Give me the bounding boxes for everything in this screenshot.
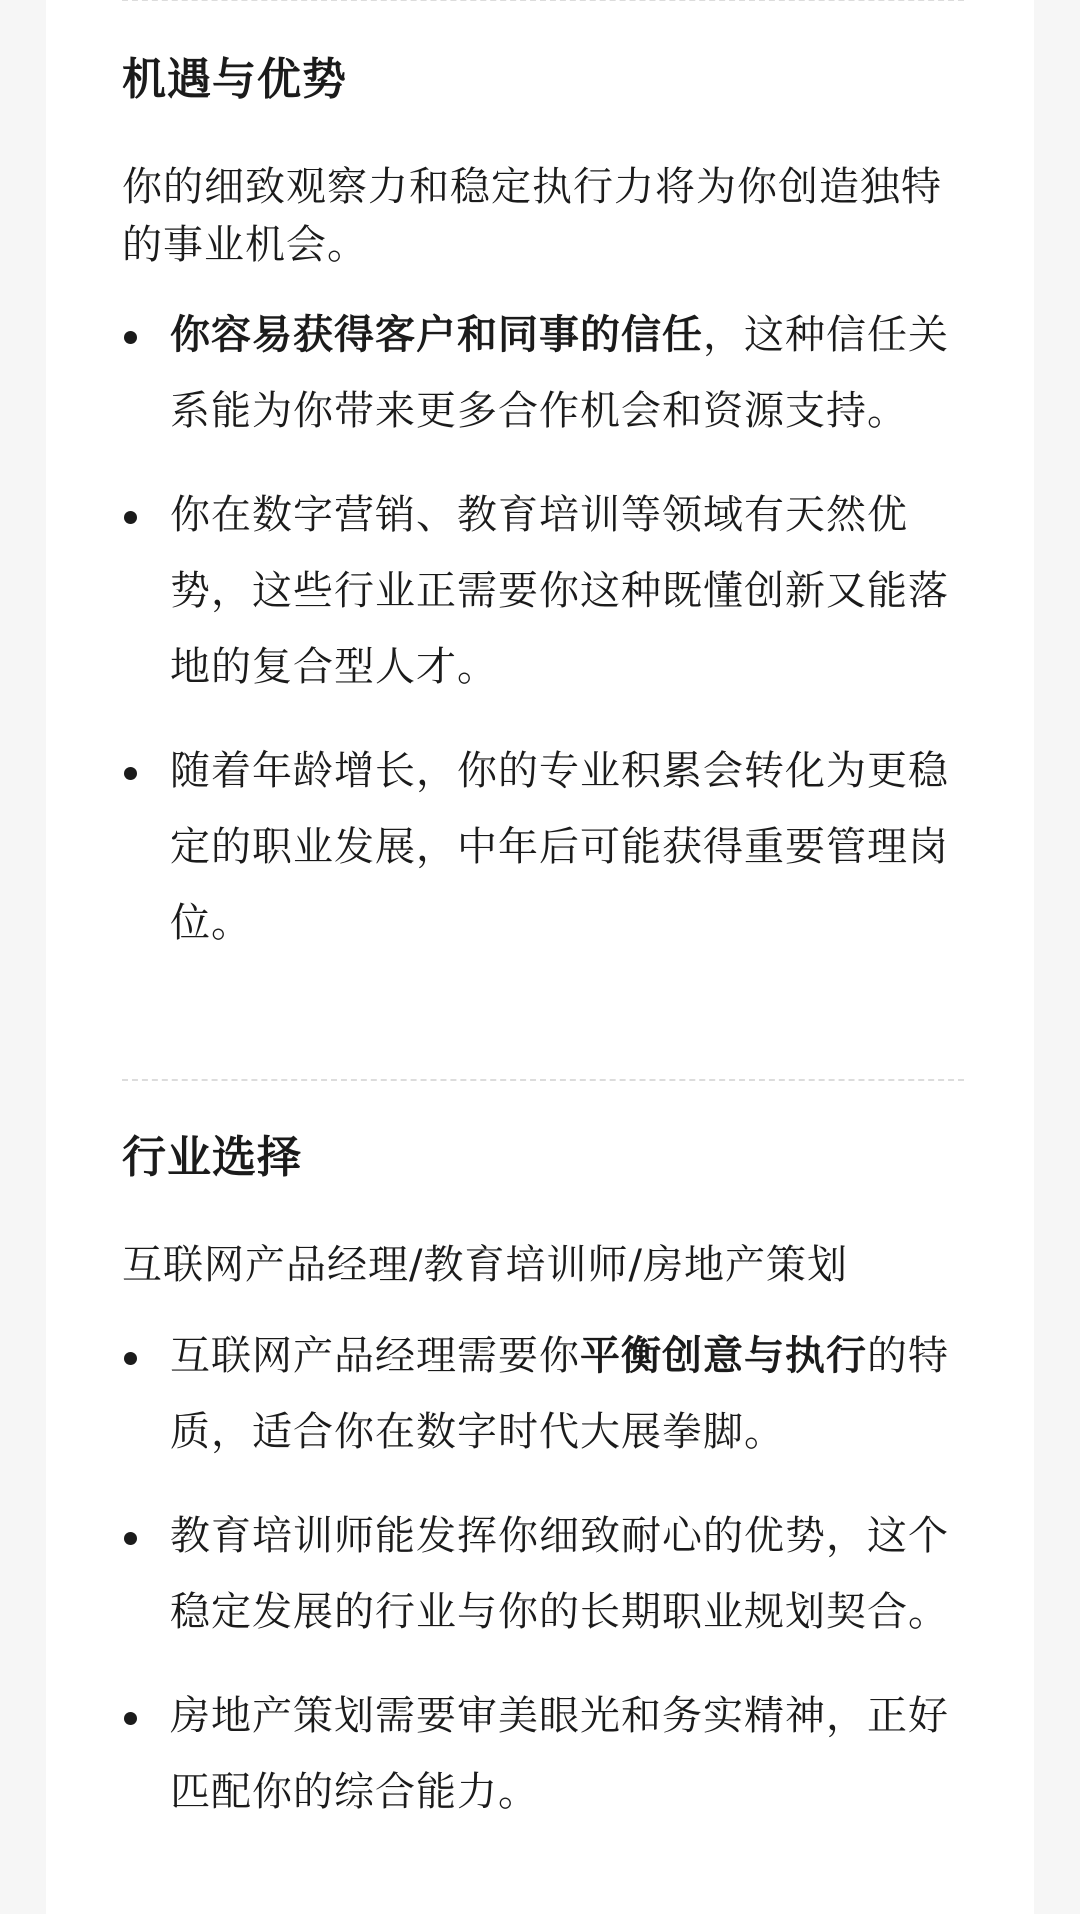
item-text: ，这种信任关系能为你带来更多合作机会和资源支持。 [170, 312, 949, 434]
section-divider [122, 0, 964, 1]
item-text: 房地产策划需要审美眼光和务实精神，正好匹配你的综合能力。 [170, 1693, 949, 1815]
section-intro: 你的细致观察力和稳定执行力将为你创造独特的事业机会。 [122, 164, 942, 268]
bullet-dot-icon [124, 1532, 137, 1545]
section-divider [122, 1079, 964, 1081]
list-item [122, 733, 964, 961]
item-text: 随着年龄增长，你的专业积累会转化为更稳定的职业发展，中年后可能获得重要管理岗位。 [170, 748, 949, 946]
bullet-dot-icon [124, 511, 137, 524]
bullet-list [122, 297, 964, 961]
list-item [122, 477, 964, 705]
item-text-bold: 你容易获得客户和同事的信任 [170, 312, 703, 358]
list-item [122, 1318, 964, 1470]
item-text-bold: 平衡创意与执行 [580, 1333, 867, 1379]
item-text-prefix: 互联网产品经理需要你 [170, 1333, 580, 1379]
content-card [46, 0, 1034, 1914]
item-text: 你在数字营销、教育培训等领域有天然优势，这些行业正需要你这种既懂创新又能落地的复合型人才。 [170, 492, 949, 690]
bullet-dot-icon [124, 1712, 137, 1725]
list-item [122, 1678, 964, 1830]
bullet-dot-icon [124, 331, 137, 344]
list-item [122, 297, 964, 449]
section-intro: 互联网产品经理/教育培训师/房地产策划 [122, 1242, 848, 1288]
list-item [122, 1498, 964, 1650]
section-title-opportunities: 机遇与优势 [122, 54, 347, 105]
bullet-list [122, 1318, 964, 1830]
section-title-industry: 行业选择 [122, 1132, 302, 1183]
item-text: 教育培训师能发挥你细致耐心的优势，这个稳定发展的行业与你的长期职业规划契合。 [170, 1513, 949, 1635]
bullet-dot-icon [124, 1352, 137, 1365]
bullet-dot-icon [124, 767, 137, 780]
item-text: 的特质，适合你在数字时代大展拳脚。 [170, 1333, 949, 1455]
